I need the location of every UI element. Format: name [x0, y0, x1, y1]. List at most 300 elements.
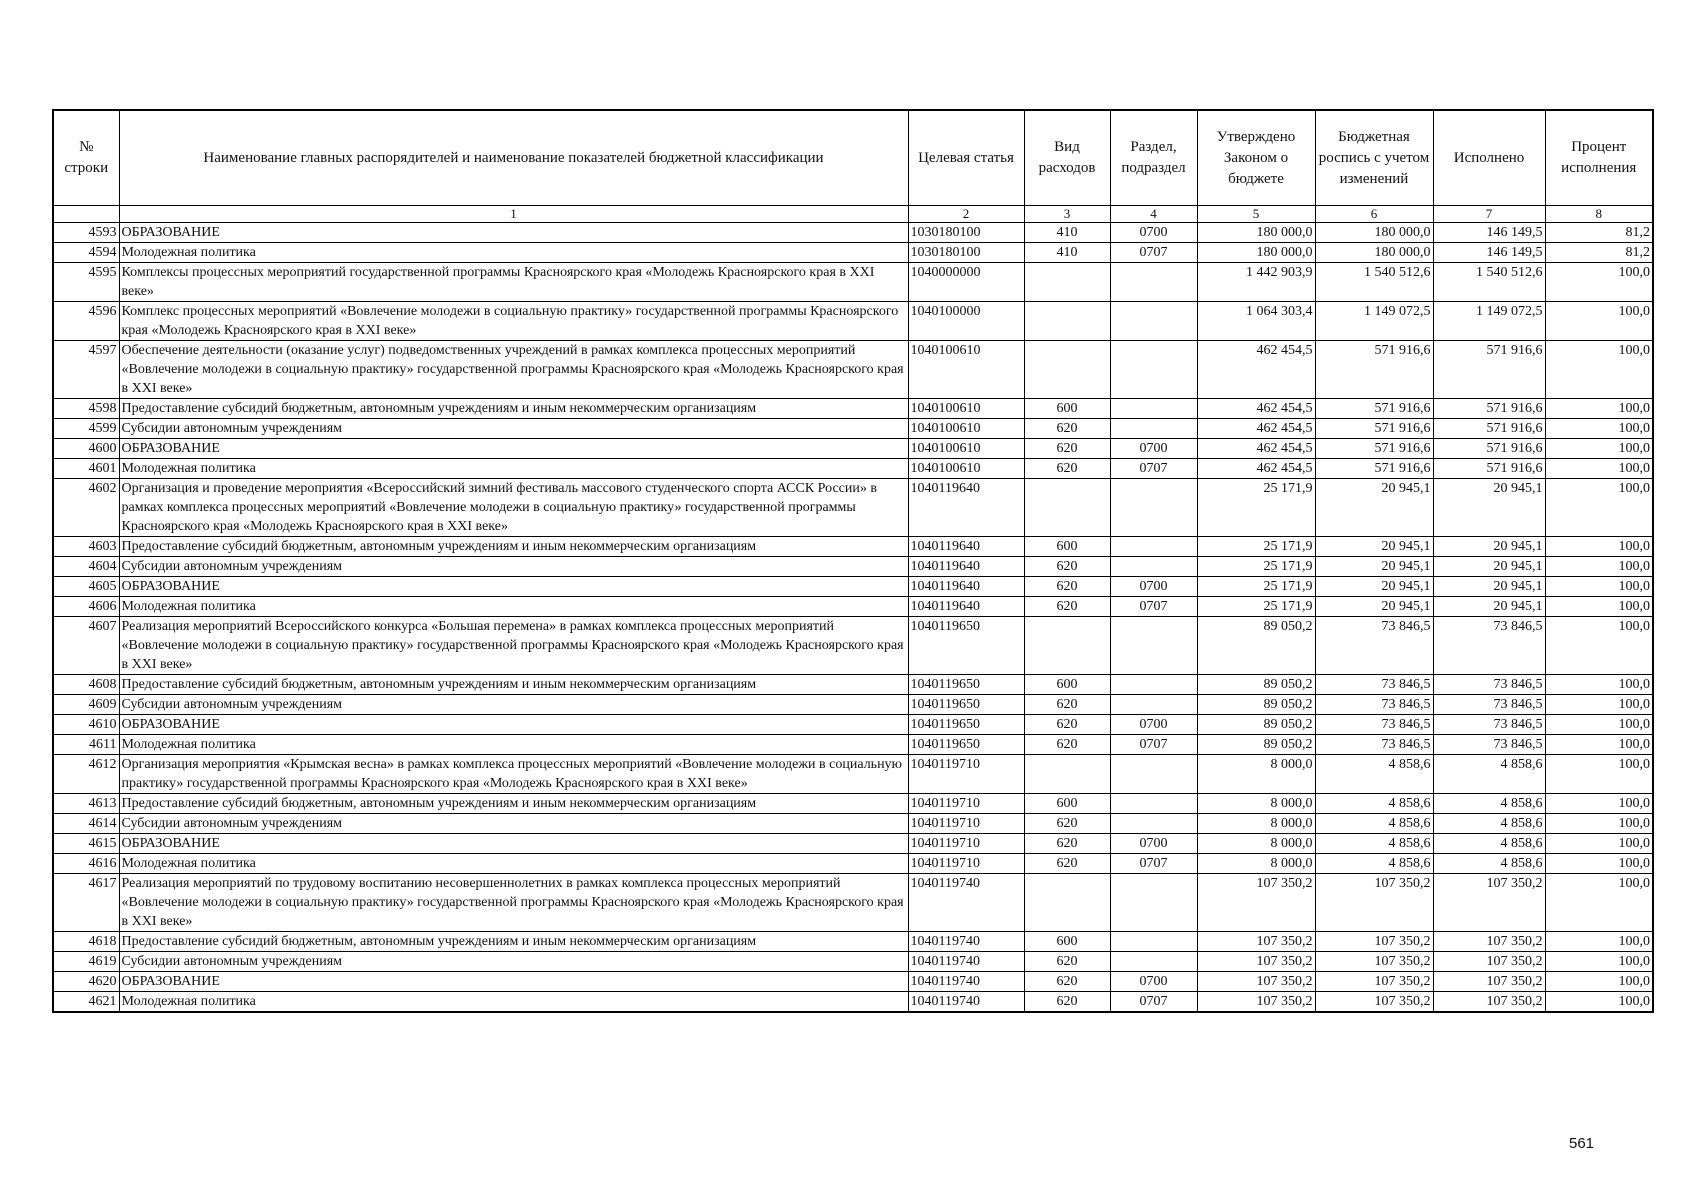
budget-amount-cell: 107 350,2 [1315, 874, 1433, 932]
percent-cell: 100,0 [1545, 537, 1653, 557]
row-name-cell: Организация и проведение мероприятия «Всероссийский зимний фестиваль массового студенческого спорта АССК России» в рамках комплекса процессных мероприятий «Вовлечение молодежи в социальную практику» государственной программы Красноярского края «Молодежь Красноярского края в XXI веке» [119, 479, 908, 537]
row-number-cell: 4604 [53, 557, 119, 577]
expense-kind-cell: 620 [1024, 459, 1110, 479]
budget-amount-cell: 20 945,1 [1315, 537, 1433, 557]
row-number-cell: 4618 [53, 932, 119, 952]
section-cell [1110, 932, 1197, 952]
executed-amount-cell: 20 945,1 [1433, 479, 1545, 537]
approved-amount-cell: 25 171,9 [1197, 537, 1315, 557]
column-number: 4 [1110, 206, 1197, 223]
percent-cell: 100,0 [1545, 577, 1653, 597]
row-number-cell: 4595 [53, 263, 119, 302]
percent-cell: 100,0 [1545, 439, 1653, 459]
column-number-row [53, 206, 1653, 223]
target-article-cell: 1040119640 [908, 557, 1024, 577]
header-row-number: № строки [53, 110, 119, 206]
approved-amount-cell: 8 000,0 [1197, 794, 1315, 814]
row-name-cell: Субсидии автономным учреждениям [119, 419, 908, 439]
table-row [53, 834, 1653, 854]
percent-cell: 100,0 [1545, 735, 1653, 755]
table-row [53, 243, 1653, 263]
table-row [53, 854, 1653, 874]
budget-amount-cell: 73 846,5 [1315, 735, 1433, 755]
section-cell [1110, 675, 1197, 695]
budget-amount-cell: 20 945,1 [1315, 577, 1433, 597]
percent-cell: 100,0 [1545, 597, 1653, 617]
budget-amount-cell: 180 000,0 [1315, 243, 1433, 263]
expense-kind-cell: 600 [1024, 794, 1110, 814]
executed-amount-cell: 73 846,5 [1433, 715, 1545, 735]
expense-kind-cell [1024, 617, 1110, 675]
expense-kind-cell: 620 [1024, 419, 1110, 439]
header-name: Наименование главных распорядителей и наименование показателей бюджетной классификации [119, 110, 908, 206]
approved-amount-cell: 107 350,2 [1197, 992, 1315, 1013]
expense-kind-cell: 620 [1024, 972, 1110, 992]
target-article-cell: 1040119710 [908, 814, 1024, 834]
percent-cell: 100,0 [1545, 715, 1653, 735]
row-number-cell: 4601 [53, 459, 119, 479]
table-row [53, 814, 1653, 834]
approved-amount-cell: 25 171,9 [1197, 479, 1315, 537]
target-article-cell: 1040119650 [908, 695, 1024, 715]
row-number-cell: 4620 [53, 972, 119, 992]
percent-cell: 100,0 [1545, 263, 1653, 302]
table-row [53, 537, 1653, 557]
target-article-cell: 1040100610 [908, 399, 1024, 419]
budget-amount-cell: 571 916,6 [1315, 399, 1433, 419]
section-cell: 0707 [1110, 854, 1197, 874]
row-name-cell: Молодежная политика [119, 597, 908, 617]
table-row [53, 992, 1653, 1013]
section-cell [1110, 341, 1197, 399]
row-name-cell: Реализация мероприятий по трудовому воспитанию несовершеннолетних в рамках комплекса процессных мероприятий «Вовлечение молодежи в социальную практику» государственной программы Красноярского края «Молодежь Красноярского края в XXI веке» [119, 874, 908, 932]
target-article-cell: 1040119740 [908, 972, 1024, 992]
row-name-cell: Молодежная политика [119, 735, 908, 755]
executed-amount-cell: 4 858,6 [1433, 755, 1545, 794]
expense-kind-cell: 600 [1024, 675, 1110, 695]
budget-amount-cell: 4 858,6 [1315, 794, 1433, 814]
column-number: 3 [1024, 206, 1110, 223]
percent-cell: 100,0 [1545, 617, 1653, 675]
target-article-cell: 1040100610 [908, 419, 1024, 439]
table-row [53, 419, 1653, 439]
section-cell: 0700 [1110, 439, 1197, 459]
approved-amount-cell: 462 454,5 [1197, 439, 1315, 459]
expense-kind-cell [1024, 302, 1110, 341]
column-number: 6 [1315, 206, 1433, 223]
row-number-cell: 4603 [53, 537, 119, 557]
expense-kind-cell: 620 [1024, 834, 1110, 854]
row-number-cell: 4600 [53, 439, 119, 459]
percent-cell: 100,0 [1545, 479, 1653, 537]
table-row [53, 459, 1653, 479]
target-article-cell: 1040119710 [908, 794, 1024, 814]
approved-amount-cell: 8 000,0 [1197, 814, 1315, 834]
column-number [53, 206, 119, 223]
budget-amount-cell: 73 846,5 [1315, 715, 1433, 735]
approved-amount-cell: 107 350,2 [1197, 952, 1315, 972]
expense-kind-cell [1024, 755, 1110, 794]
table-row [53, 735, 1653, 755]
row-name-cell: Предоставление субсидий бюджетным, автономным учреждениям и иным некоммерческим организациям [119, 932, 908, 952]
column-number: 8 [1545, 206, 1653, 223]
budget-amount-cell: 107 350,2 [1315, 972, 1433, 992]
section-cell [1110, 537, 1197, 557]
table-row [53, 439, 1653, 459]
column-number: 2 [908, 206, 1024, 223]
approved-amount-cell: 462 454,5 [1197, 399, 1315, 419]
row-number-cell: 4593 [53, 223, 119, 243]
target-article-cell: 1040000000 [908, 263, 1024, 302]
table-row [53, 617, 1653, 675]
row-name-cell: Комплексы процессных мероприятий государственной программы Красноярского края «Молодежь Красноярского края в XXI веке» [119, 263, 908, 302]
target-article-cell: 1040119640 [908, 577, 1024, 597]
section-cell: 0707 [1110, 735, 1197, 755]
executed-amount-cell: 20 945,1 [1433, 597, 1545, 617]
expense-kind-cell [1024, 341, 1110, 399]
row-name-cell: Молодежная политика [119, 854, 908, 874]
row-name-cell: Предоставление субсидий бюджетным, автономным учреждениям и иным некоммерческим организациям [119, 537, 908, 557]
target-article-cell: 1040119650 [908, 715, 1024, 735]
executed-amount-cell: 107 350,2 [1433, 972, 1545, 992]
target-article-cell: 1040119710 [908, 755, 1024, 794]
table-row [53, 755, 1653, 794]
row-number-cell: 4597 [53, 341, 119, 399]
expense-kind-cell: 620 [1024, 814, 1110, 834]
row-name-cell: ОБРАЗОВАНИЕ [119, 834, 908, 854]
row-number-cell: 4598 [53, 399, 119, 419]
approved-amount-cell: 89 050,2 [1197, 735, 1315, 755]
executed-amount-cell: 107 350,2 [1433, 932, 1545, 952]
executed-amount-cell: 20 945,1 [1433, 577, 1545, 597]
table-row [53, 695, 1653, 715]
executed-amount-cell: 571 916,6 [1433, 341, 1545, 399]
budget-amount-cell: 107 350,2 [1315, 952, 1433, 972]
row-name-cell: Молодежная политика [119, 459, 908, 479]
executed-amount-cell: 73 846,5 [1433, 695, 1545, 715]
percent-cell: 100,0 [1545, 302, 1653, 341]
table-row [53, 952, 1653, 972]
budget-amount-cell: 73 846,5 [1315, 617, 1433, 675]
table-row [53, 597, 1653, 617]
approved-amount-cell: 8 000,0 [1197, 755, 1315, 794]
percent-cell: 100,0 [1545, 399, 1653, 419]
budget-amount-cell: 571 916,6 [1315, 439, 1433, 459]
percent-cell: 100,0 [1545, 675, 1653, 695]
executed-amount-cell: 20 945,1 [1433, 537, 1545, 557]
expense-kind-cell: 620 [1024, 439, 1110, 459]
budget-amount-cell: 73 846,5 [1315, 695, 1433, 715]
executed-amount-cell: 571 916,6 [1433, 459, 1545, 479]
expense-kind-cell: 600 [1024, 537, 1110, 557]
expense-kind-cell: 620 [1024, 715, 1110, 735]
budget-execution-table [52, 109, 1654, 1013]
header-budget-schedule: Бюджетная роспись с учетом изменений [1315, 110, 1433, 206]
section-cell [1110, 814, 1197, 834]
section-cell [1110, 952, 1197, 972]
header-approved: Утверждено Законом о бюджете [1197, 110, 1315, 206]
row-number-cell: 4615 [53, 834, 119, 854]
target-article-cell: 1030180100 [908, 243, 1024, 263]
expense-kind-cell [1024, 874, 1110, 932]
expense-kind-cell [1024, 263, 1110, 302]
target-article-cell: 1040119740 [908, 952, 1024, 972]
row-name-cell: Обеспечение деятельности (оказание услуг) подведомственных учреждений в рамках комплекса процессных мероприятий «Вовлечение молодежи в социальную практику» государственной программы Красноярского края «Молодежь Красноярского края в XXI веке» [119, 341, 908, 399]
percent-cell: 100,0 [1545, 992, 1653, 1013]
percent-cell: 100,0 [1545, 419, 1653, 439]
row-number-cell: 4608 [53, 675, 119, 695]
approved-amount-cell: 107 350,2 [1197, 932, 1315, 952]
row-name-cell: Молодежная политика [119, 992, 908, 1013]
row-number-cell: 4621 [53, 992, 119, 1013]
executed-amount-cell: 571 916,6 [1433, 419, 1545, 439]
table-row [53, 794, 1653, 814]
budget-amount-cell: 1 149 072,5 [1315, 302, 1433, 341]
row-number-cell: 4606 [53, 597, 119, 617]
row-name-cell: Молодежная политика [119, 243, 908, 263]
target-article-cell: 1040119640 [908, 597, 1024, 617]
table-row [53, 932, 1653, 952]
expense-kind-cell: 620 [1024, 952, 1110, 972]
target-article-cell: 1040119740 [908, 932, 1024, 952]
percent-cell: 100,0 [1545, 341, 1653, 399]
row-name-cell: ОБРАЗОВАНИЕ [119, 715, 908, 735]
target-article-cell: 1040119710 [908, 834, 1024, 854]
budget-amount-cell: 20 945,1 [1315, 557, 1433, 577]
percent-cell: 100,0 [1545, 932, 1653, 952]
percent-cell: 100,0 [1545, 874, 1653, 932]
expense-kind-cell: 410 [1024, 223, 1110, 243]
row-number-cell: 4610 [53, 715, 119, 735]
table-row [53, 302, 1653, 341]
executed-amount-cell: 73 846,5 [1433, 617, 1545, 675]
row-number-cell: 4599 [53, 419, 119, 439]
expense-kind-cell: 620 [1024, 597, 1110, 617]
column-number: 5 [1197, 206, 1315, 223]
target-article-cell: 1040119640 [908, 479, 1024, 537]
page-number: 561 [1569, 1135, 1595, 1152]
percent-cell: 100,0 [1545, 755, 1653, 794]
target-article-cell: 1040100610 [908, 439, 1024, 459]
row-name-cell: Субсидии автономным учреждениям [119, 695, 908, 715]
row-number-cell: 4619 [53, 952, 119, 972]
expense-kind-cell: 620 [1024, 557, 1110, 577]
budget-amount-cell: 20 945,1 [1315, 479, 1433, 537]
row-number-cell: 4613 [53, 794, 119, 814]
target-article-cell: 1040100610 [908, 341, 1024, 399]
approved-amount-cell: 89 050,2 [1197, 695, 1315, 715]
header-target-article: Целевая статья [908, 110, 1024, 206]
target-article-cell: 1040100000 [908, 302, 1024, 341]
budget-amount-cell: 571 916,6 [1315, 341, 1433, 399]
header-section: Раздел, подраздел [1110, 110, 1197, 206]
executed-amount-cell: 146 149,5 [1433, 243, 1545, 263]
table-row [53, 399, 1653, 419]
row-name-cell: Субсидии автономным учреждениям [119, 557, 908, 577]
target-article-cell: 1040119640 [908, 537, 1024, 557]
expense-kind-cell: 410 [1024, 243, 1110, 263]
header-executed: Исполнено [1433, 110, 1545, 206]
section-cell [1110, 479, 1197, 537]
budget-amount-cell: 180 000,0 [1315, 223, 1433, 243]
table-row [53, 874, 1653, 932]
executed-amount-cell: 107 350,2 [1433, 952, 1545, 972]
row-number-cell: 4596 [53, 302, 119, 341]
expense-kind-cell: 620 [1024, 735, 1110, 755]
approved-amount-cell: 25 171,9 [1197, 577, 1315, 597]
section-cell [1110, 755, 1197, 794]
budget-amount-cell: 4 858,6 [1315, 834, 1433, 854]
percent-cell: 100,0 [1545, 814, 1653, 834]
budget-amount-cell: 107 350,2 [1315, 992, 1433, 1013]
executed-amount-cell: 146 149,5 [1433, 223, 1545, 243]
row-name-cell: Организация мероприятия «Крымская весна» в рамках комплекса процессных мероприятий «Вовлечение молодежи в социальную практику» государственной программы Красноярского края «Молодежь Красноярского края в XXI веке» [119, 755, 908, 794]
section-cell [1110, 419, 1197, 439]
row-name-cell: Предоставление субсидий бюджетным, автономным учреждениям и иным некоммерческим организациям [119, 794, 908, 814]
table-row [53, 972, 1653, 992]
row-number-cell: 4609 [53, 695, 119, 715]
section-cell [1110, 695, 1197, 715]
row-number-cell: 4607 [53, 617, 119, 675]
target-article-cell: 1040119710 [908, 854, 1024, 874]
expense-kind-cell: 620 [1024, 695, 1110, 715]
section-cell: 0700 [1110, 715, 1197, 735]
executed-amount-cell: 571 916,6 [1433, 399, 1545, 419]
budget-amount-cell: 571 916,6 [1315, 459, 1433, 479]
executed-amount-cell: 4 858,6 [1433, 834, 1545, 854]
table-row [53, 479, 1653, 537]
approved-amount-cell: 180 000,0 [1197, 223, 1315, 243]
section-cell [1110, 874, 1197, 932]
column-number: 7 [1433, 206, 1545, 223]
row-number-cell: 4614 [53, 814, 119, 834]
section-cell: 0707 [1110, 597, 1197, 617]
row-name-cell: ОБРАЗОВАНИЕ [119, 577, 908, 597]
approved-amount-cell: 1 064 303,4 [1197, 302, 1315, 341]
executed-amount-cell: 107 350,2 [1433, 874, 1545, 932]
target-article-cell: 1040119650 [908, 675, 1024, 695]
row-name-cell: Субсидии автономным учреждениям [119, 814, 908, 834]
expense-kind-cell: 600 [1024, 399, 1110, 419]
row-name-cell: Субсидии автономным учреждениям [119, 952, 908, 972]
executed-amount-cell: 4 858,6 [1433, 814, 1545, 834]
table-row [53, 577, 1653, 597]
percent-cell: 81,2 [1545, 243, 1653, 263]
table-header-row [53, 110, 1653, 206]
budget-amount-cell: 20 945,1 [1315, 597, 1433, 617]
percent-cell: 81,2 [1545, 223, 1653, 243]
expense-kind-cell: 620 [1024, 992, 1110, 1013]
approved-amount-cell: 25 171,9 [1197, 597, 1315, 617]
target-article-cell: 1040119650 [908, 617, 1024, 675]
table-row [53, 715, 1653, 735]
budget-amount-cell: 4 858,6 [1315, 755, 1433, 794]
percent-cell: 100,0 [1545, 459, 1653, 479]
section-cell: 0700 [1110, 834, 1197, 854]
row-name-cell: Предоставление субсидий бюджетным, автономным учреждениям и иным некоммерческим организациям [119, 675, 908, 695]
section-cell: 0700 [1110, 972, 1197, 992]
budget-amount-cell: 571 916,6 [1315, 419, 1433, 439]
target-article-cell: 1040119740 [908, 874, 1024, 932]
target-article-cell: 1040100610 [908, 459, 1024, 479]
section-cell [1110, 794, 1197, 814]
row-number-cell: 4616 [53, 854, 119, 874]
table-row [53, 341, 1653, 399]
approved-amount-cell: 180 000,0 [1197, 243, 1315, 263]
executed-amount-cell: 20 945,1 [1433, 557, 1545, 577]
row-number-cell: 4612 [53, 755, 119, 794]
section-cell [1110, 399, 1197, 419]
expense-kind-cell: 620 [1024, 577, 1110, 597]
section-cell [1110, 557, 1197, 577]
approved-amount-cell: 462 454,5 [1197, 419, 1315, 439]
executed-amount-cell: 1 540 512,6 [1433, 263, 1545, 302]
budget-amount-cell: 1 540 512,6 [1315, 263, 1433, 302]
section-cell [1110, 617, 1197, 675]
row-number-cell: 4602 [53, 479, 119, 537]
executed-amount-cell: 571 916,6 [1433, 439, 1545, 459]
expense-kind-cell [1024, 479, 1110, 537]
approved-amount-cell: 462 454,5 [1197, 459, 1315, 479]
row-name-cell: ОБРАЗОВАНИЕ [119, 439, 908, 459]
section-cell [1110, 263, 1197, 302]
executed-amount-cell: 107 350,2 [1433, 992, 1545, 1013]
row-number-cell: 4594 [53, 243, 119, 263]
row-name-cell: Предоставление субсидий бюджетным, автономным учреждениям и иным некоммерческим организациям [119, 399, 908, 419]
table-row [53, 557, 1653, 577]
section-cell: 0707 [1110, 243, 1197, 263]
expense-kind-cell: 620 [1024, 854, 1110, 874]
percent-cell: 100,0 [1545, 794, 1653, 814]
percent-cell: 100,0 [1545, 854, 1653, 874]
budget-amount-cell: 107 350,2 [1315, 932, 1433, 952]
row-name-cell: ОБРАЗОВАНИЕ [119, 223, 908, 243]
table-row [53, 675, 1653, 695]
approved-amount-cell: 89 050,2 [1197, 617, 1315, 675]
expense-kind-cell: 600 [1024, 932, 1110, 952]
row-name-cell: ОБРАЗОВАНИЕ [119, 972, 908, 992]
percent-cell: 100,0 [1545, 695, 1653, 715]
table-row [53, 263, 1653, 302]
executed-amount-cell: 4 858,6 [1433, 794, 1545, 814]
row-number-cell: 4605 [53, 577, 119, 597]
target-article-cell: 1040119740 [908, 992, 1024, 1013]
percent-cell: 100,0 [1545, 952, 1653, 972]
approved-amount-cell: 25 171,9 [1197, 557, 1315, 577]
approved-amount-cell: 107 350,2 [1197, 972, 1315, 992]
column-number: 1 [119, 206, 908, 223]
table-row [53, 223, 1653, 243]
target-article-cell: 1040119650 [908, 735, 1024, 755]
budget-amount-cell: 73 846,5 [1315, 675, 1433, 695]
executed-amount-cell: 4 858,6 [1433, 854, 1545, 874]
section-cell: 0707 [1110, 992, 1197, 1013]
header-percent: Процент исполнения [1545, 110, 1653, 206]
approved-amount-cell: 89 050,2 [1197, 675, 1315, 695]
approved-amount-cell: 462 454,5 [1197, 341, 1315, 399]
approved-amount-cell: 107 350,2 [1197, 874, 1315, 932]
budget-amount-cell: 4 858,6 [1315, 814, 1433, 834]
percent-cell: 100,0 [1545, 557, 1653, 577]
budget-amount-cell: 4 858,6 [1315, 854, 1433, 874]
section-cell [1110, 302, 1197, 341]
target-article-cell: 1030180100 [908, 223, 1024, 243]
percent-cell: 100,0 [1545, 972, 1653, 992]
approved-amount-cell: 8 000,0 [1197, 854, 1315, 874]
section-cell: 0700 [1110, 223, 1197, 243]
executed-amount-cell: 73 846,5 [1433, 735, 1545, 755]
header-expense-kind: Вид расходов [1024, 110, 1110, 206]
